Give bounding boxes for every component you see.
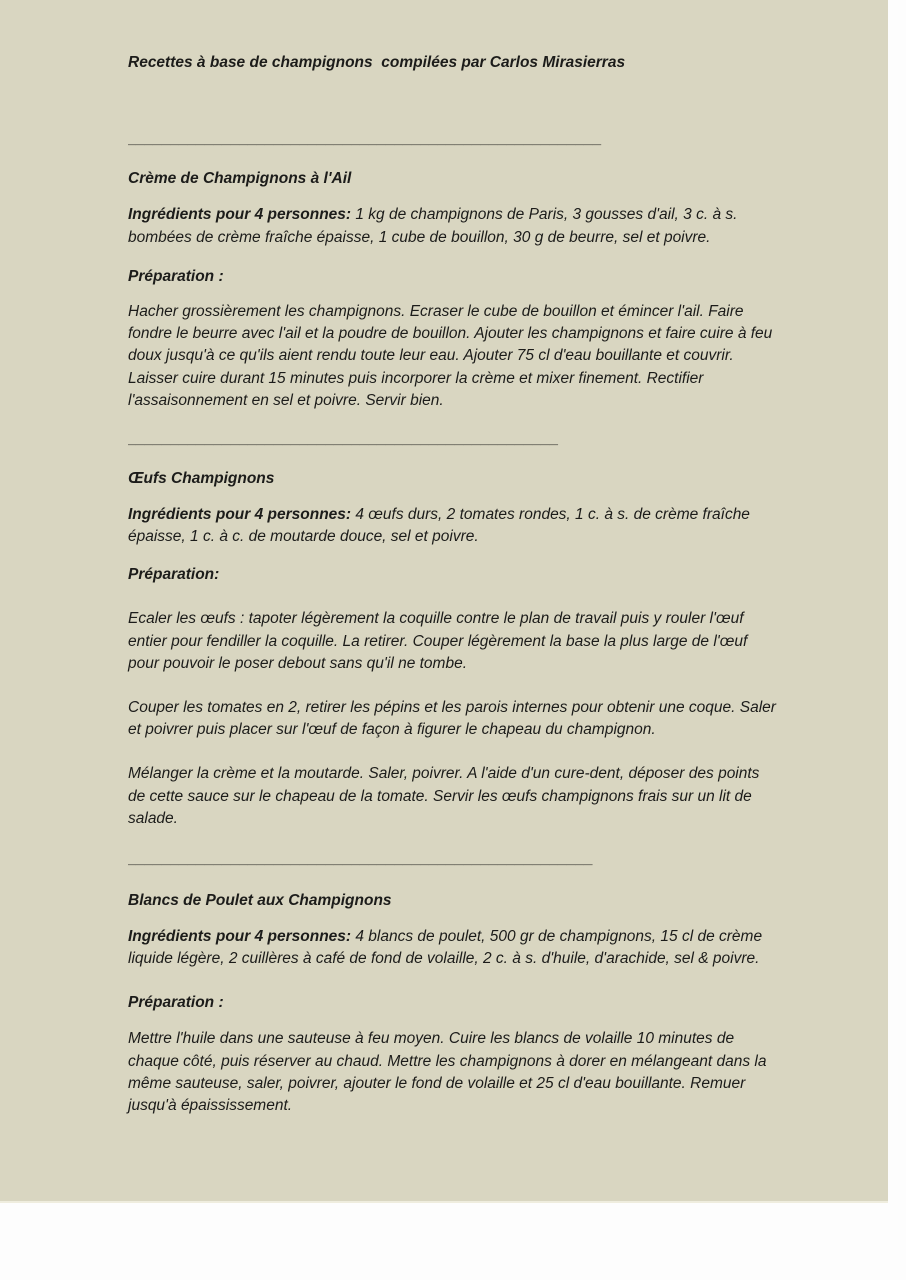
document-title: Recettes à base de champignons compilées par Carlos Mirasierras	[128, 54, 626, 71]
separator-line: _______________________________________________________	[128, 130, 603, 147]
preparation-paragraph: Hacher grossièrement les champignons. Ecraser le cube de bouillon et émincer l'ail. Faire fondre le beurre avec l'ail et la poudre de bouillon. Ajouter les champignons et faire cuire à feu doux jusqu'à ce qu'ils aient rendu toute leur eau. Ajouter 75 cl d'eau bouillante et couvrir. Laisser cuire durant 15 minutes puis incorporer la crème et mixer finement. Rectifier l'assaisonnement en sel et poivre. Servir bien.	[128, 302, 773, 410]
ingredients-paragraph	[128, 204, 778, 249]
preparation-label: Préparation :	[128, 268, 224, 286]
ingredients-label: Ingrédients pour 4 personnes:	[128, 206, 352, 224]
preparation-paragraph: Ecaler les œufs : tapoter légèrement la coquille contre le plan de travail puis y rouler l'œuf entier pour fendiller la coquille. La retirer. Couper légèrement la base la plus large de l'œuf pour pouvoir le poser debout sans qu'il ne tombe.	[128, 610, 748, 673]
ingredients-paragraph	[128, 504, 778, 549]
ingredients-text: 1 kg de champignons de Paris, 3 gousses d'ail, 3 c. à s. bombées de crème fraîche épaisse, 1 cube de bouillon, 30 g de beurre, sel et poivre.	[128, 206, 738, 246]
separator-line: ______________________________________________________	[128, 849, 594, 867]
recipe-title: Œufs Champignons	[128, 469, 275, 487]
ingredients-text: 4 blancs de poulet, 500 gr de champignons, 15 cl de crème liquide légère, 2 cuillères à café de fond de volaille, 2 c. à s. d'huile, d'arachide, sel & poivre.	[128, 927, 763, 968]
preparation-label: Préparation :	[128, 993, 224, 1011]
preparation-paragraph: Mélanger la crème et la moutarde. Saler, poivrer. A l'aide d'un cure-dent, déposer des points de cette sauce sur le chapeau de la tomate. Servir les œufs champignons frais sur un lit de salade.	[128, 765, 760, 828]
ingredients-label: Ingrédients pour 4 personnes:	[128, 506, 352, 524]
preparation-paragraph: Couper les tomates en 2, retirer les pépins et les parois internes pour obtenir une coque. Saler et poivrer puis placer sur l'œuf de façon à figurer le chapeau du champignon.	[128, 698, 776, 738]
recipe-title: Crème de Champignons à l'Ail	[128, 170, 352, 187]
ingredients-label: Ingrédients pour 4 personnes:	[128, 927, 352, 945]
ingredients-paragraph	[128, 926, 778, 971]
document-content	[128, 52, 778, 1118]
ingredients-text: 4 œufs durs, 2 tomates rondes, 1 c. à s. de crème fraîche épaisse, 1 c. à c. de moutarde douce, sel et poivre.	[128, 506, 750, 546]
recipe-section-creme-de-champignons-a-l-ail	[128, 168, 778, 413]
recipe-section-oeufs-champignons	[128, 468, 778, 831]
preparation-paragraph: Mettre l'huile dans une sauteuse à feu moyen. Cuire les blancs de volaille 10 minutes de chaque côté, puis réserver au chaud. Mettre les champignons à dorer en mélangeant dans la même sauteuse, saler, poivrer, ajouter le fond de volaille et 25 cl d'eau bouillante. Remuer jusqu'à épaississement.	[128, 1030, 767, 1115]
recipe-title: Blancs de Poulet aux Champignons	[128, 891, 392, 909]
separator-line: __________________________________________________	[128, 429, 560, 447]
preparation-label: Préparation:	[128, 565, 220, 583]
recipe-section-blancs-de-poulet-aux-champignons	[128, 890, 778, 1118]
